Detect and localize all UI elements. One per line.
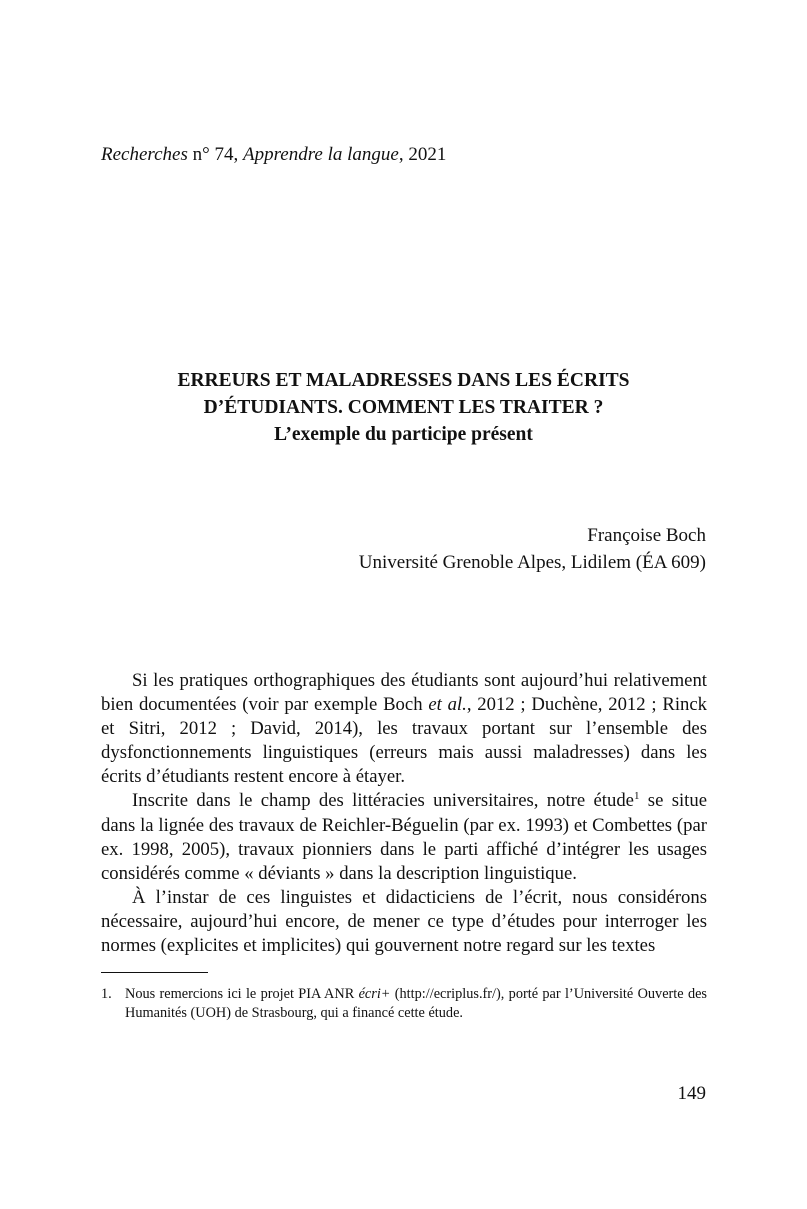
- article-subtitle: L’exemple du participe présent: [274, 424, 533, 445]
- article-title: [60, 367, 747, 448]
- paragraph-1: [101, 669, 707, 789]
- footnote-reference: 1: [633, 790, 640, 803]
- paragraph-2-text-b: se situe dans la lignée des travaux de Reichler-Béguelin (par ex. 1993) et Combettes (par ex. 1998, 2005), travaux pionniers dans le parti affiché d’intégrer les usages considérés comme « déviants » dans la description linguistique.: [101, 790, 707, 884]
- title-line-1: ERREURS ET MALADRESSES DANS LES ÉCRITS: [177, 370, 630, 391]
- body-text: [101, 669, 707, 958]
- author-block: [359, 522, 706, 576]
- author-name: Françoise Boch: [587, 525, 706, 546]
- paragraph-2-text-a: Inscrite dans le champ des littéracies universitaires, notre étude: [132, 790, 634, 812]
- author-affiliation: Université Grenoble Alpes, Lidilem (ÉA 609): [358, 552, 706, 573]
- paragraph-1-text-a: Si les pratiques orthographiques des étudiants sont aujourd’hui relativement bien documentées (voir par exemple Boch: [101, 670, 707, 716]
- paragraph-3: À l’instar de ces linguistes et didacticiens de l’écrit, nous considérons nécessaire, aujourd’hui encore, de mener ce type d’études pour interroger les normes (explicites et implicites) qui gouvernent notre regard sur les textes: [101, 886, 707, 957]
- title-line-2: D’ÉTUDIANTS. COMMENT LES TRAITER ?: [203, 397, 604, 418]
- footnote: [101, 985, 707, 1023]
- footnote-separator: [101, 972, 208, 973]
- journal-name: Recherches: [101, 144, 188, 165]
- et-al-citation: et al.: [428, 694, 467, 716]
- paragraph-2: [101, 789, 707, 885]
- footnote-number: 1.: [101, 986, 112, 1002]
- footnote-text-b: (http://ecriplus.fr/), porté par l’Université Ouverte des Humanités (UOH) de Strasbourg, qui a financé cette étude.: [125, 986, 707, 1021]
- footnote-project-name: écri+: [358, 986, 391, 1002]
- footnote-text-a: Nous remercions ici le projet PIA ANR: [125, 986, 359, 1002]
- paragraph-1-text-b: , 2012 ; Duchène, 2012 ; Rinck et Sitri, 2012 ; David, 2014), les travaux portant sur l’ensemble des dysfonctionnements linguistiques (erreurs mais aussi maladresses) dans les écrits d’étudiants restent encore à étayer.: [101, 694, 707, 788]
- issue-number: n° 74,: [187, 144, 243, 165]
- issue-theme: Apprendre la langue: [242, 144, 399, 165]
- running-header: [101, 143, 446, 167]
- page-number: 149: [677, 1083, 706, 1104]
- footnote-text: [125, 985, 707, 1023]
- issue-year: , 2021: [398, 144, 447, 165]
